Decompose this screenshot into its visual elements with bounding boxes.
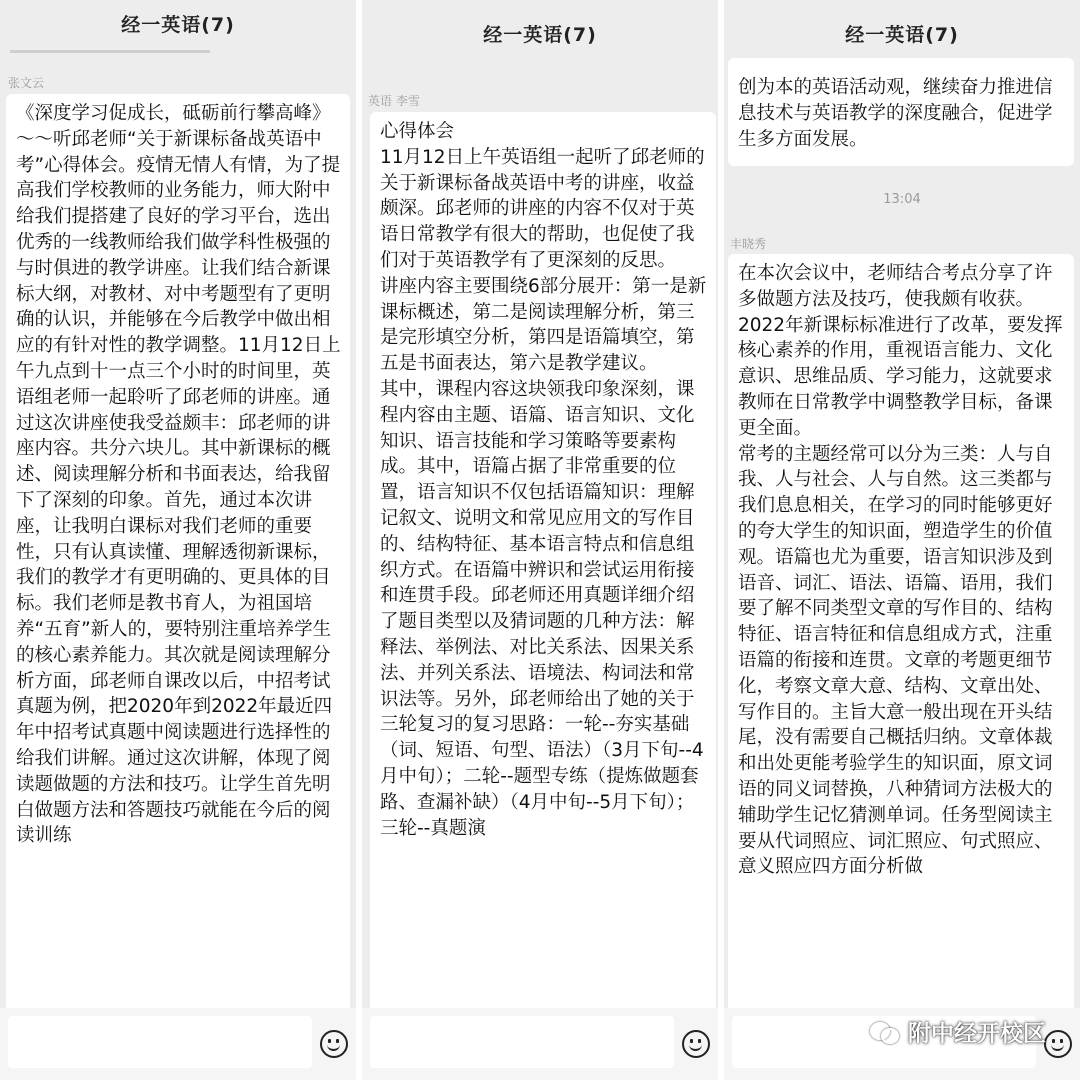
wechat-official-account-icon — [870, 1020, 900, 1044]
chat-input-bar — [362, 1008, 718, 1080]
message-sender: 张文云 — [8, 76, 45, 90]
chat-panel-3 — [724, 0, 1080, 1080]
emoji-face-icon[interactable] — [320, 1030, 348, 1058]
message-bubble-fragment[interactable]: 创为本的英语活动观，继续奋力推进信息技术与英语教学的深度融合，促进学生多方面发展。 — [728, 58, 1074, 166]
message-timestamp: 13:04 — [883, 192, 921, 207]
message-sender: 英语 李雪 — [368, 94, 420, 108]
chat-title: 经一英语(7) — [483, 24, 597, 46]
watermark — [870, 1015, 1046, 1048]
title-divider — [10, 50, 210, 53]
chat-title: 经一英语(7) — [121, 14, 235, 36]
chat-panel-1 — [0, 0, 356, 1080]
message-sender: 丰晓秀 — [730, 237, 767, 251]
chat-panel-2 — [362, 0, 718, 1080]
message-bubble[interactable]: 《深度学习促成长，砥砺前行攀高峰》～～听邱老师“关于新课标备战英语中考”心得体会。疫情无情人有情，为了提高我们学校教师的业务能力，师大附中给我们提搭建了良好的学习平台，选出优秀的一线教师给我们做学科性极强的与时俱进的教学讲座。让我们结合新课标大纲，对教材、对中考题型有了更明确的认识，并能够在今后教学中做出相应的有针对性的教学调整。11月12日上午九点到十一点三个小时的时间里，英语组老师一起聆听了邱老师的讲座。通过这次讲座使我受益颇丰：邱老师的讲座内容。共分六块儿。其中新课标的概述、阅读理解分析和书面表达，给我留下了深刻的印象。首先，通过本次讲座，让我明白课标对我们老师的重要性，只有认真读懂、理解透彻新课标，我们的教学才有更明确的、更具体的目标。我们老师是教书育人，为祖国培养“五育”新人的，要特别注重培养学生的核心素养能力。其次就是阅读理解分析方面，邱老师自课改以后，中招考试真题为例，把2020年到2022年最近四年中招考试真题中阅读题进行选择性的给我们讲解。通过这次讲解，体现了阅读题做题的方法和技巧。让学生首先明白做题方法和答题技巧就能在今后的阅读训练 — [6, 94, 350, 1014]
emoji-face-icon[interactable] — [682, 1030, 710, 1058]
watermark-text: 附中经开校区 — [908, 1021, 1046, 1047]
emoji-face-icon[interactable] — [1044, 1030, 1072, 1058]
message-bubble[interactable]: 心得体会 11月12日上午英语组一起听了邱老师的关于新课标备战英语中考的讲座，收益颇深。邱老师的讲座的内容不仅对于英语日常教学有很大的帮助，也促使了我们对于英语教学有了更深刻的反思。 讲座内容主要围绕6部分展开：第一是新课标概述，第二是阅读理解分析，第三是完形填空分析，第四是语篇填空，第五是书面表达，第六是教学建议。 其中，课程内容这块领我印象深刻，课程内容由主题、语篇、语言知识、文化知识、语言技能和学习策略等要素构成。其中，语篇占据了非常重要的位置，语言知识不仅包括语篇知识：理解记叙文、说明文和常见应用文的写作目的、结构特征、基本语言特点和信息组织方式。在语篇中辨识和尝试运用衔接和连贯手段。邱老师还用真题详细介绍了题目类型以及猜词题的几种方法：解释法、举例法、对比关系法、因果关系法、并列关系法、语境法、构词法和常识法等。另外，邱老师给出了她的关于三轮复习的复习思路：一轮--夯实基础（词、短语、句型、语法）（3月下旬--4月中旬）；二轮--题型专练（提炼做题套路、查漏补缺）（4月中旬--5月下旬）；三轮--真题演 — [370, 112, 716, 1014]
message-input[interactable] — [8, 1016, 312, 1068]
message-bubble[interactable]: 在本次会议中，老师结合考点分享了许多做题方法及技巧，使我颇有收获。 2022年新课标标准进行了改革，要发挥核心素养的作用，重视语言能力、文化意识、思维品质、学习能力，这就要求教师在日常教学中调整教学目标，备课更全面。 常考的主题经常可以分为三类：人与自我、人与社会、人与自然。这三类都与我们息息相关，在学习的同时能够更好的夸大学生的知识面，塑造学生的价值观。语篇也尤为重要，语言知识涉及到语音、词汇、语法、语篇、语用，我们要了解不同类型文章的写作目的、结构特征、语言特征和信息组成方式，注重语篇的衔接和连贯。文章的考题更细节化，考察文章大意、结构、文章出处、写作目的。主旨大意一般出现在开头结尾，没有需要自己概括归纳。文章体裁和出处更能考验学生的知识面，原文词语的同义词替换，八种猜词方法极大的辅助学生记忆猜测单词。任务型阅读主要从代词照应、词汇照应、句式照应、意义照应四方面分析做 — [728, 254, 1074, 1014]
chat-input-bar — [0, 1008, 356, 1080]
message-input[interactable] — [370, 1016, 674, 1068]
chat-title: 经一英语(7) — [845, 24, 959, 46]
